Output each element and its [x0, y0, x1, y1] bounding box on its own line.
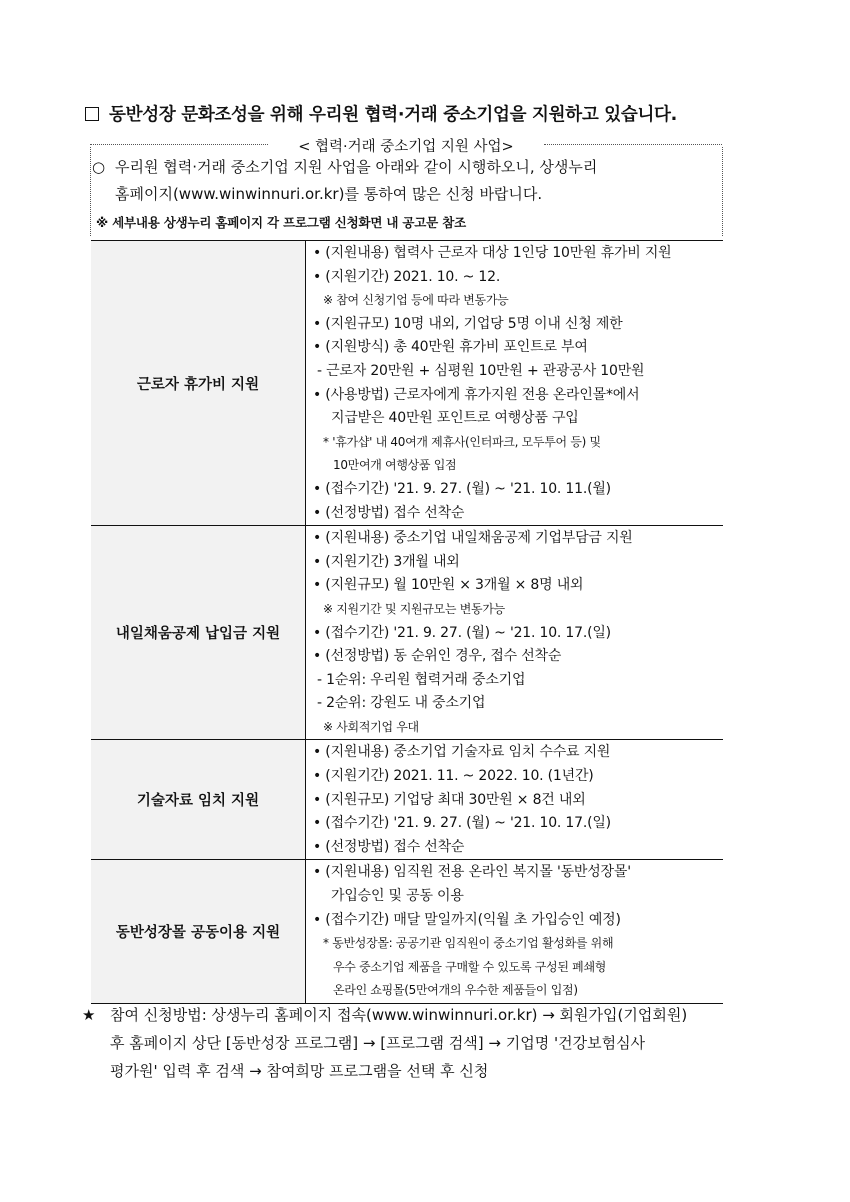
table-row-program-3	[91, 740, 723, 860]
star-icon: ★	[82, 1006, 96, 1024]
detail-line: • (지원기간) 3개월 내외	[313, 553, 460, 570]
program-name: 내일채움공제 납입금 지원	[91, 526, 306, 740]
footer-line-3: 평가원' 입력 후 검색 → 참여희망 프로그램을 선택 후 신청	[110, 1062, 489, 1080]
headline-text: 동반성장 문화조성을 위해 우리원 협력·거래 중소기업을 지원하고 있습니다.	[109, 105, 677, 125]
footer-line-1: 참여 신청방법: 상생누리 홈페이지 접속(www.winwinnuri.or.kr) → 회원가입(기업회원)	[110, 1006, 688, 1024]
intro-line-1: 우리원 협력·거래 중소기업 지원 사업을 아래와 같이 시행하오니, 상생누리	[115, 158, 598, 176]
detail-line: • (지원내용) 임직원 전용 온라인 복지몰 '동반성장몰'	[313, 864, 631, 881]
detail-line: • (접수기간) 매달 말일까지(익월 초 가입승인 예정)	[313, 911, 621, 928]
program-details	[306, 526, 724, 740]
table-row-program-1	[91, 241, 723, 526]
detail-line: • (지원내용) 중소기업 기술자료 임치 수수료 지원	[313, 744, 611, 761]
caption-dotted-rule-left	[90, 144, 268, 145]
table-row-program-4	[91, 860, 723, 1004]
footer-line-2: 후 홈페이지 상단 [동반성장 프로그램] → [프로그램 검색] → 기업명 '건강보험심사	[110, 1034, 646, 1052]
program-name: 근로자 휴가비 지원	[91, 241, 306, 526]
detail-note-line: ※ 사회적기업 우대	[323, 719, 419, 734]
detail-cont-line: 가입승인 및 공동 이용	[331, 888, 464, 905]
support-programs-table	[91, 240, 723, 1004]
detail-line: • (접수기간) '21. 9. 27. (월) ~ '21. 10. 17.(일)	[313, 815, 611, 832]
detail-line: • (지원규모) 기업당 최대 30만원 × 8건 내외	[313, 791, 586, 808]
detail-line: • (지원기간) 2021. 10. ~ 12.	[313, 268, 501, 285]
program-name: 기술자료 임치 지원	[91, 740, 306, 860]
detail-note-line: * 동반성장몰: 공공기관 임직원이 중소기업 활성화를 위해	[323, 936, 614, 951]
detail-line: • (접수기간) '21. 9. 27. (월) ~ '21. 10. 17.(일)	[313, 624, 611, 641]
checkbox-square-icon	[85, 107, 99, 121]
detail-line: • (지원내용) 중소기업 내일채움공제 기업부담금 지원	[313, 530, 633, 547]
intro-line-2: 홈페이지(www.winwinnuri.or.kr)를 통하여 많은 신청 바랍니다.	[115, 185, 543, 203]
program-name: 동반성장몰 공동이용 지원	[91, 860, 306, 1004]
program-details	[306, 860, 724, 1004]
detail-note-line: ※ 지원기간 및 지원규모는 변동가능	[323, 601, 505, 616]
detail-line: • (선정방법) 동 순위인 경우, 접수 선착순	[313, 648, 562, 665]
detail-cont-line: 지급받은 40만원 포인트로 여행상품 구입	[331, 410, 579, 427]
detail-note-line: 10만여개 여행상품 입점	[333, 458, 457, 473]
detail-line: • (사용방법) 근로자에게 휴가지원 전용 온라인몰*에서	[313, 386, 640, 403]
intro-paragraph	[92, 154, 722, 208]
detail-sub-line: - 근로자 20만원 + 심평원 10만원 + 관광공사 10만원	[317, 362, 645, 379]
detail-line: • (지원기간) 2021. 11. ~ 2022. 10. (1년간)	[313, 768, 594, 785]
headline	[84, 101, 784, 126]
application-method	[82, 1001, 782, 1085]
reference-note: ※ 세부내용 상생누리 홈페이지 각 프로그램 신청화면 내 공고문 참조	[96, 215, 466, 230]
table-row-program-2	[91, 526, 723, 740]
program-details	[306, 241, 724, 526]
detail-line: • (지원규모) 월 10만원 × 3개월 × 8명 내외	[313, 577, 584, 594]
program-details	[306, 740, 724, 860]
detail-note-line: 온라인 쇼핑몰(5만여개의 우수한 제품들이 입점)	[333, 983, 578, 998]
circle-bullet-icon: ○	[92, 158, 106, 176]
section-caption: < 협력·거래 중소기업 지원 사업>	[298, 139, 514, 155]
detail-sub-line: - 1순위: 우리원 협력거래 중소기업	[317, 671, 526, 688]
detail-sub-line: - 2순위: 강원도 내 중소기업	[317, 695, 486, 712]
detail-note-line: 우수 중소기업 제품을 구매할 수 있도록 구성된 폐쇄형	[333, 959, 607, 974]
detail-note-line: ※ 참여 신청기업 등에 따라 변동가능	[323, 293, 509, 308]
detail-note-line: * '휴가샵' 내 40여개 제휴사(인터파크, 모두투어 등) 및	[323, 434, 601, 449]
detail-line: • (선정방법) 접수 선착순	[313, 838, 465, 855]
detail-line: • (접수기간) '21. 9. 27. (월) ~ '21. 10. 11.(월)	[313, 480, 611, 497]
detail-line: • (지원규모) 10명 내외, 기업당 5명 이내 신청 제한	[313, 315, 623, 332]
detail-line: • (선정방법) 접수 선착순	[313, 504, 465, 521]
caption-dotted-rule-right	[544, 144, 722, 145]
detail-line: • (지원방식) 총 40만원 휴가비 포인트로 부여	[313, 339, 588, 356]
detail-line: • (지원내용) 협력사 근로자 대상 1인당 10만원 휴가비 지원	[313, 245, 672, 261]
